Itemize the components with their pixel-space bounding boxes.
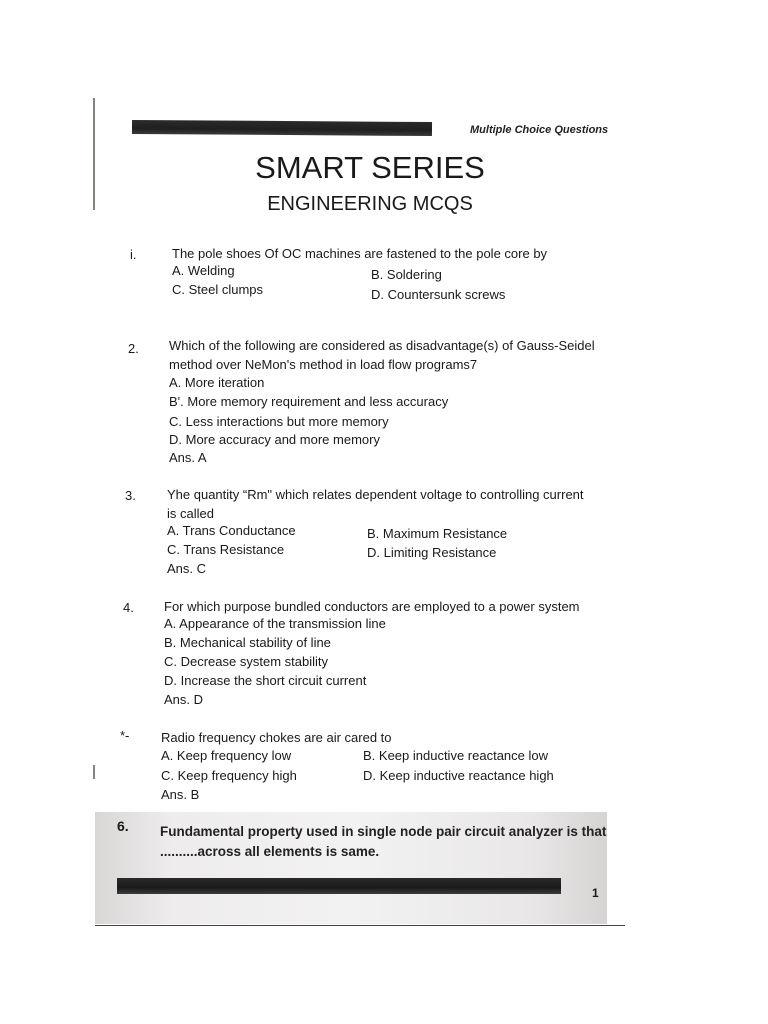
page-title: SMART SERIES	[255, 150, 485, 185]
option-c: C. Less interactions but more memory	[169, 414, 389, 429]
option-b: B'. More memory requirement and less accuracy	[169, 394, 449, 409]
answer: Ans. D	[164, 692, 204, 707]
option-c: C. Steel clumps	[172, 282, 264, 297]
question-number: 6.	[117, 818, 129, 834]
option-d: D. Limiting Resistance	[367, 545, 497, 560]
page-subtitle: ENGINEERING MCQS	[267, 193, 473, 215]
option-d: D. Increase the short circuit current	[164, 673, 367, 688]
option-b: B. Keep inductive reactance low	[363, 748, 548, 763]
answer: Ans. B	[161, 787, 200, 802]
question-number: 2.	[128, 341, 139, 356]
option-a: A. Keep frequency low	[161, 748, 292, 763]
option-d: D. Keep inductive reactance high	[363, 768, 554, 783]
question-text: For which purpose bundled conductors are employed to a power system	[164, 599, 580, 614]
option-b: B. Mechanical stability of line	[164, 635, 331, 650]
footer-bar	[117, 878, 561, 894]
option-a: A. Appearance of the transmission line	[164, 616, 386, 631]
option-b: B. Soldering	[371, 267, 442, 282]
question-number: *-	[120, 728, 130, 743]
option-a: A. Welding	[172, 263, 235, 278]
option-a: A. More iteration	[169, 375, 265, 390]
question-number: 3.	[125, 488, 136, 503]
question-text: Which of the following are considered as disadvantage(s) of Gauss-Seidel method over NeMon's method in load flow programs7	[169, 338, 595, 372]
answer: Ans. C	[167, 561, 207, 576]
question-number: i.	[130, 247, 137, 262]
option-d: D. Countersunk screws	[371, 287, 506, 302]
option-c: C. Keep frequency high	[161, 768, 297, 783]
question-text: Yhe quantity “Rm" which relates dependent voltage to controlling current is called	[167, 487, 584, 521]
question-text: The pole shoes Of OC machines are fastened to the pole core by	[172, 246, 548, 261]
answer: Ans. A	[169, 450, 207, 465]
option-d: D. More accuracy and more memory	[169, 432, 380, 447]
header-label: Multiple Choice Questions	[470, 124, 609, 136]
question-text: Radio frequency chokes are air cared to	[161, 730, 392, 745]
page-number: 1	[592, 886, 599, 900]
option-c: C. Trans Resistance	[167, 542, 285, 557]
option-b: B. Maximum Resistance	[367, 526, 508, 541]
option-a: A. Trans Conductance	[167, 523, 296, 538]
scan-margin-mark	[93, 765, 95, 779]
footer-rule	[95, 925, 625, 926]
option-c: C. Decrease system stability	[164, 654, 328, 669]
question-number: 4.	[123, 600, 134, 615]
header-bar	[132, 120, 432, 136]
question-text: Fundamental property used in single node pair circuit analyzer is that ..........across all elements is same.	[160, 824, 607, 859]
